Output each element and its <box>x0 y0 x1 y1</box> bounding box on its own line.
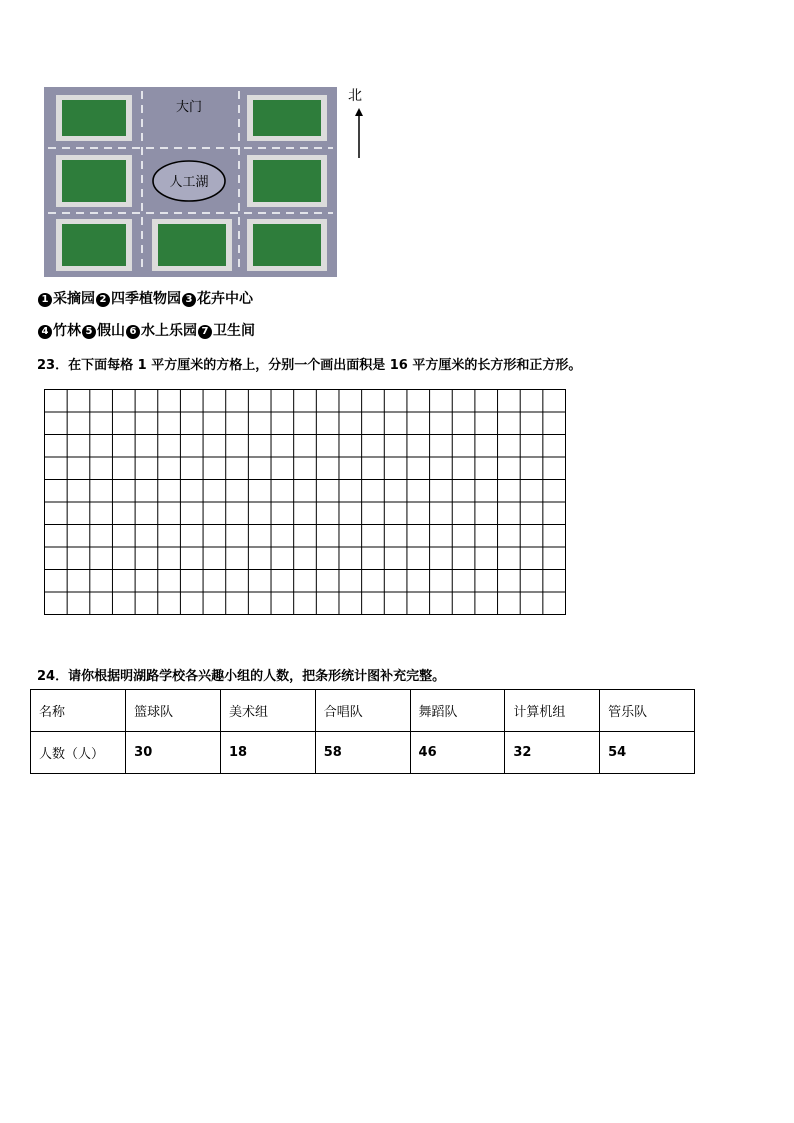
legend-item <box>181 290 253 308</box>
table-header-row <box>31 690 695 732</box>
block-bottom-middle <box>152 219 232 271</box>
table-group-name: 管乐队 <box>600 690 695 732</box>
legend-number: 2 <box>96 293 110 307</box>
north-label: 北 <box>348 88 362 104</box>
table-group-count: 54 <box>600 732 695 774</box>
table-group-name: 美术组 <box>220 690 315 732</box>
legend-number: 5 <box>82 325 96 339</box>
table-group-name: 合唱队 <box>315 690 410 732</box>
legend-item <box>197 322 255 340</box>
table-group-count: 58 <box>315 732 410 774</box>
square-grid <box>44 389 566 615</box>
block-top-right <box>247 95 327 141</box>
legend-text: 假山 <box>97 323 125 339</box>
north-indicator <box>348 88 370 158</box>
lake-label: 人工湖 <box>169 175 209 190</box>
block-bottom-right <box>247 219 327 271</box>
legend-line-2 <box>37 322 255 340</box>
legend-item <box>81 322 125 340</box>
legend-text: 水上乐园 <box>141 323 197 339</box>
north-arrow-icon <box>354 108 364 158</box>
block-bottom-left <box>56 219 132 271</box>
legend-text: 卫生间 <box>213 323 255 339</box>
question-24: 24．请你根据明湖路学校各兴趣小组的人数，把条形统计图补充完整。 <box>37 669 446 684</box>
legend-number: 6 <box>126 325 140 339</box>
table-header-label: 名称 <box>31 690 126 732</box>
legend-item <box>37 322 81 340</box>
legend-text: 花卉中心 <box>197 291 253 307</box>
block-mid-left <box>56 155 132 207</box>
legend-item <box>125 322 197 340</box>
table-group-name: 计算机组 <box>505 690 600 732</box>
legend-text: 采摘园 <box>53 291 95 307</box>
interest-group-table <box>30 689 695 774</box>
table-row-label: 人数（人） <box>31 732 126 774</box>
legend-item <box>37 290 95 308</box>
park-map <box>44 87 337 277</box>
block-mid-right <box>247 155 327 207</box>
table-group-name: 篮球队 <box>126 690 221 732</box>
legend-item <box>95 290 181 308</box>
gate-label: 大门 <box>175 100 203 115</box>
legend-text: 四季植物园 <box>111 291 181 307</box>
block-top-left <box>56 95 132 141</box>
legend-number: 3 <box>182 293 196 307</box>
legend-number: 4 <box>38 325 52 339</box>
legend-number: 7 <box>198 325 212 339</box>
legend-text: 竹林 <box>53 323 81 339</box>
table-group-count: 30 <box>126 732 221 774</box>
table-count-row <box>31 732 695 774</box>
table-group-count: 32 <box>505 732 600 774</box>
legend-number: 1 <box>38 293 52 307</box>
table-group-count: 46 <box>410 732 505 774</box>
question-23: 23．在下面每格 1 平方厘米的方格上，分别一个画出面积是 16 平方厘米的长方形和正方形。 <box>37 358 582 373</box>
table-group-count: 18 <box>220 732 315 774</box>
legend-line-1 <box>37 290 253 308</box>
table-group-name: 舞蹈队 <box>410 690 505 732</box>
